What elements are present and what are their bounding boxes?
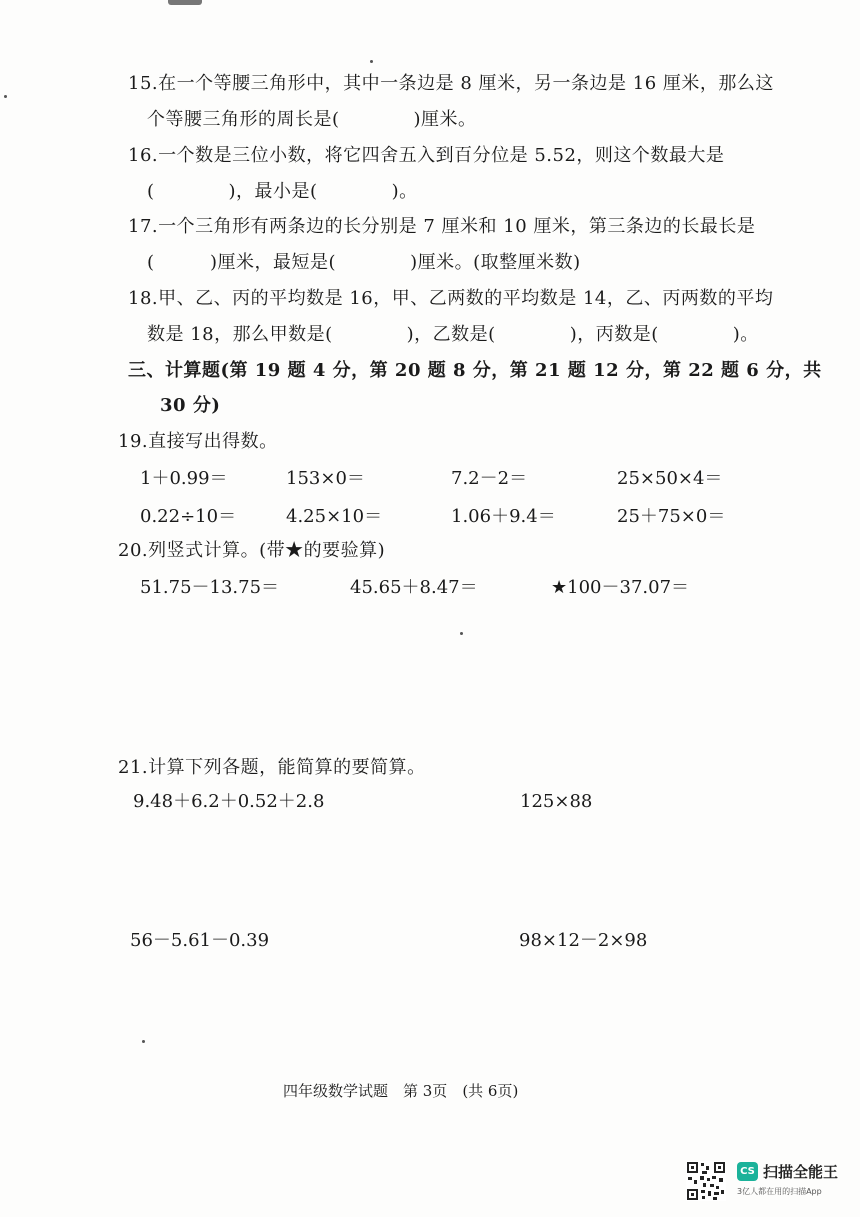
q19-expr: 153×0＝ (286, 468, 365, 489)
q19-expr: 7.2－2＝ (451, 468, 528, 489)
q17-line2: ( )厘米，最短是( )厘米。(取整厘米数) (147, 252, 581, 273)
q16-line2: ( )，最小是( )。 (147, 181, 418, 202)
q21-title: 21.计算下列各题，能简算的要简算。 (118, 757, 426, 778)
q18-line1: 18.甲、乙、丙的平均数是 16，甲、乙两数的平均数是 14，乙、丙两数的平均 (128, 288, 774, 309)
q19-expr: 1.06＋9.4＝ (451, 506, 556, 527)
qr-code-icon (686, 1161, 726, 1201)
q19-title: 19.直接写出得数。 (118, 431, 278, 452)
q19-expr: 4.25×10＝ (286, 506, 383, 527)
q20-expr: 45.65＋8.47＝ (350, 577, 478, 598)
q21-expr: 56－5.61－0.39 (130, 930, 270, 951)
section3-title-cont: 30 分) (160, 395, 221, 416)
q18-line2: 数是 18，那么甲数是( )，乙数是( )，丙数是( )。 (147, 324, 759, 345)
q20-expr: ★100－37.07＝ (551, 577, 690, 598)
scan-artifact (168, 0, 202, 5)
scanner-tagline: 3亿人都在用的扫描App (737, 1187, 822, 1196)
q19-expr: 1＋0.99＝ (140, 468, 228, 489)
q19-expr: 0.22÷10＝ (140, 506, 237, 527)
page-footer: 四年级数学试题 第 3页 (共 6页) (283, 1082, 519, 1100)
q19-expr: 25×50×4＝ (617, 468, 723, 489)
q20-expr: 51.75－13.75＝ (140, 577, 280, 598)
speck (460, 632, 463, 635)
scanner-app-name: 扫描全能王 (763, 1163, 839, 1181)
q15-line2: 个等腰三角形的周长是( )厘米。 (147, 109, 477, 130)
section3-title: 三、计算题(第 19 题 4 分，第 20 题 8 分，第 21 题 12 分，第 22 题 6 分，共 (128, 360, 822, 381)
q19-expr: 25＋75×0＝ (617, 506, 726, 527)
q21-expr: 125×88 (520, 791, 593, 812)
speck (370, 60, 373, 63)
q20-title: 20.列竖式计算。(带★的要验算) (118, 540, 386, 561)
scanner-watermark (686, 1157, 852, 1205)
speck (4, 95, 7, 98)
q15-line1: 15.在一个等腰三角形中，其中一条边是 8 厘米，另一条边是 16 厘米，那么这 (128, 73, 774, 94)
speck (142, 1040, 145, 1043)
camscanner-logo-icon: CS (737, 1162, 758, 1181)
q17-line1: 17.一个三角形有两条边的长分别是 7 厘米和 10 厘米，第三条边的长最长是 (128, 216, 756, 237)
q21-expr: 9.48＋6.2＋0.52＋2.8 (133, 791, 325, 812)
q16-line1: 16.一个数是三位小数，将它四舍五入到百分位是 5.52，则这个数最大是 (128, 145, 725, 166)
q21-expr: 98×12－2×98 (519, 930, 648, 951)
